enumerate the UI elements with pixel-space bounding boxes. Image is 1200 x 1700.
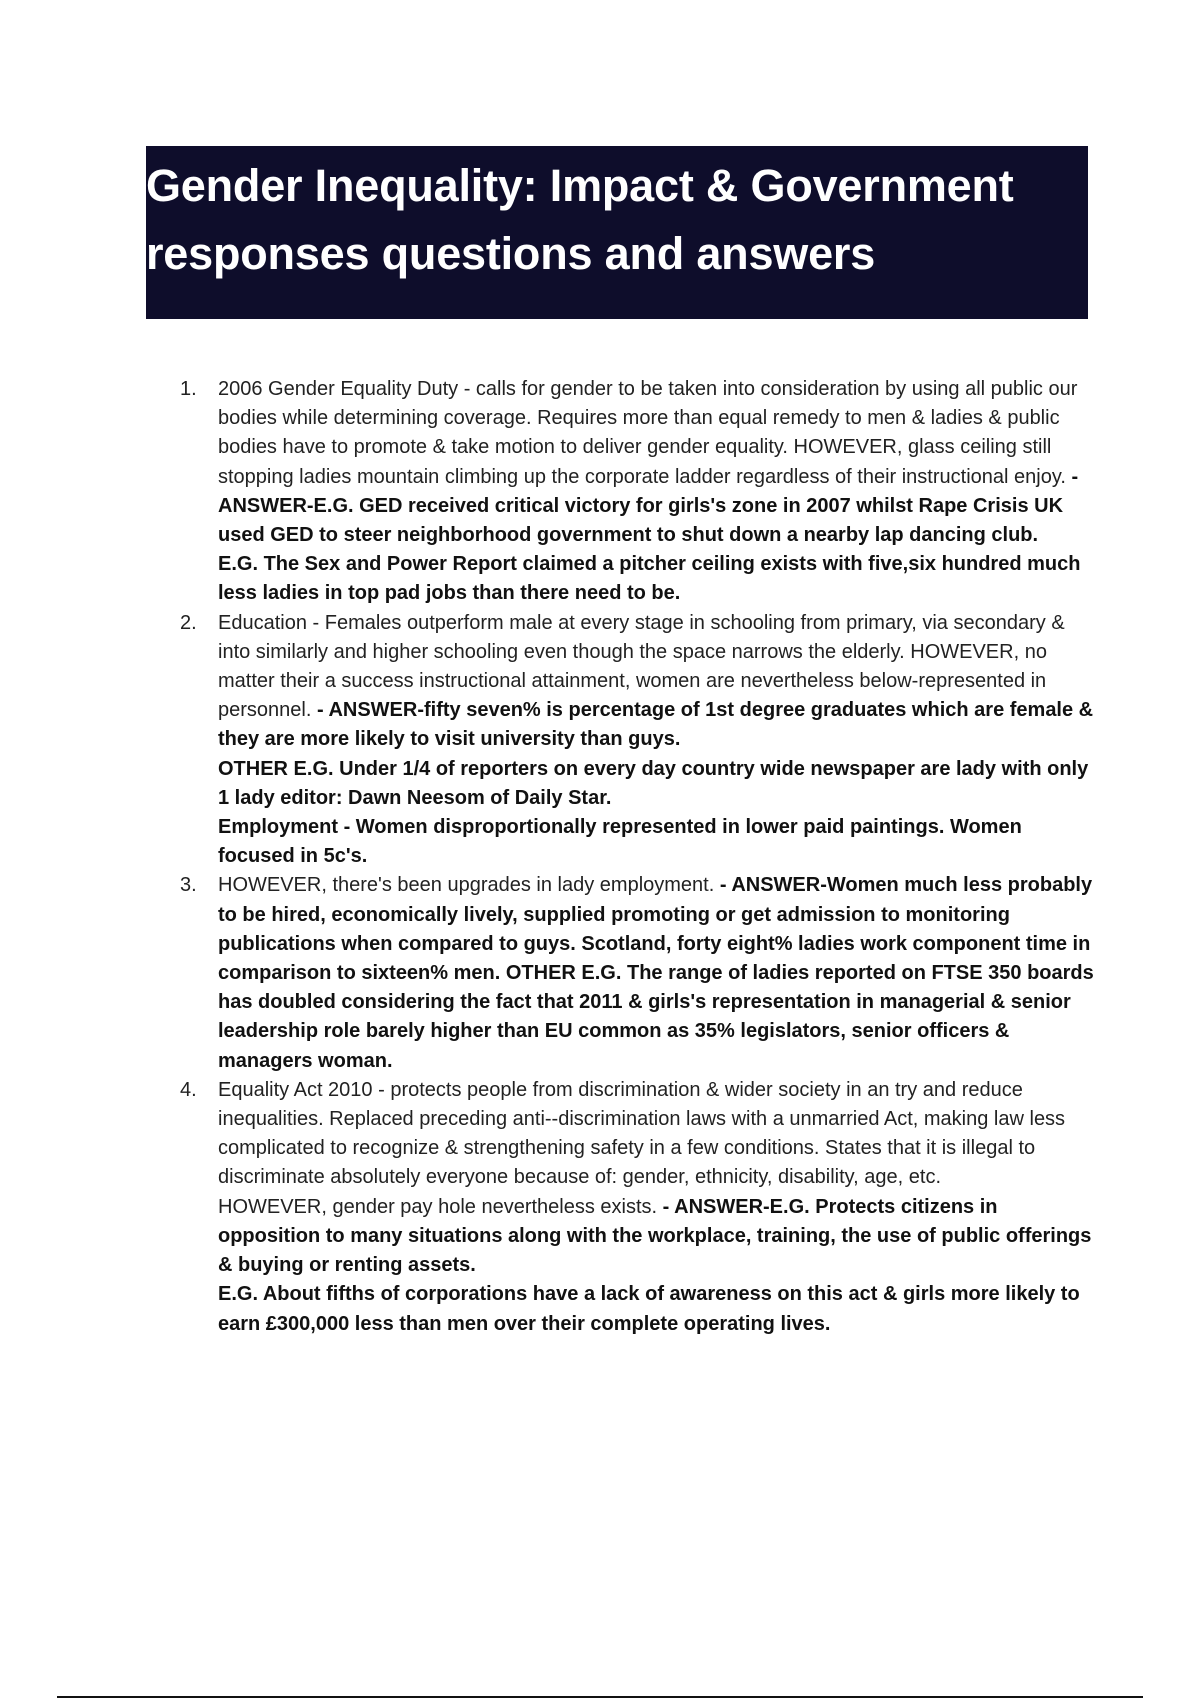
item-body — [218, 375, 1100, 609]
question-text: HOWEVER, there's been upgrades in lady employment. — [218, 874, 715, 897]
list-item — [180, 871, 1100, 1075]
question-text: 2006 Gender Equality Duty - calls for gender to be taken into consideration by using all public our bodies while determining coverage. Requires more than equal remedy to men & ladies & public bodies have to promote & take motion to deliver gender equality. HOWEVER, glass ceiling still stopping ladies mountain climbing up the corporate ladder regardless of their instructional enjoy. — [218, 378, 1078, 488]
answer-text: - ANSWER-E.G. GED received critical victory for girls's zone in 2007 whilst Rape Crisis UK used GED to steer neighborhood government to shut down a nearby lap dancing club. — [218, 465, 1079, 547]
page-title-line-1: Gender Inequality: Impact & Government — [146, 160, 1014, 211]
list-item — [180, 609, 1100, 872]
answer-text: - ANSWER-fifty seven% is percentage of 1st degree graduates which are female & they are more likely to visit university than guys. — [218, 699, 1094, 751]
qa-list — [180, 375, 1100, 1339]
example-text: E.G. About fifths of corporations have a lack of awareness on this act & girls more likely to earn £300,000 less than men over their complete operating lives. — [218, 1283, 1080, 1335]
footer-divider — [57, 1696, 1143, 1698]
answer-text: - ANSWER-E.G. Protects citizens in opposition to many situations along with the workplace, training, the use of public offerings & buying or renting assets. — [218, 1195, 1092, 1277]
answer-text: - ANSWER-Women much less probably to be hired, economically lively, supplied promoting or get admission to monitoring publications when compared to guys. Scotland, forty eight% ladies work component time in comparison to sixteen% men. OTHER E.G. The range of ladies reported on FTSE 350 boards has doubled considering the fact that 2011 & girls's representation in managerial & senior leadership role barely higher than EU common as 35% legislators, senior officers & managers woman. — [218, 874, 1094, 1072]
list-item — [180, 1076, 1100, 1339]
item-body — [218, 1076, 1100, 1339]
example-text-2: Employment - Women disproportionally represented in lower paid paintings. Women focused in 5c's. — [218, 816, 1022, 868]
example-text: OTHER E.G. Under 1/4 of reporters on every day country wide newspaper are lady with only 1 lady editor: Dawn Neesom of Daily Star. — [218, 757, 1089, 809]
list-item — [180, 375, 1100, 609]
item-body — [218, 609, 1100, 872]
question-text-2: HOWEVER, gender pay hole nevertheless exists. — [218, 1195, 658, 1218]
question-text: Education - Females outperform male at every stage in schooling from primary, via secondary & into similarly and higher schooling even though the space narrows the elderly. HOWEVER, no matter their a success instructional attainment, women are nevertheless below-represented in personnel. — [218, 611, 1065, 722]
example-text: E.G. The Sex and Power Report claimed a pitcher ceiling exists with five,six hundred much less ladies in top pad jobs than there need to be. — [218, 553, 1081, 605]
item-number: 4. — [180, 1078, 197, 1101]
question-text: Equality Act 2010 - protects people from discrimination & wider society in an try and reduce inequalities. Replaced preceding anti--discrimination laws with a unmarried Act, making law less complicated to recognize & strengthening safety in a few conditions. States that it is illegal to discriminate absolutely everyone because of: gender, ethnicity, disability, age, etc. — [218, 1078, 1066, 1189]
item-body — [218, 871, 1100, 1075]
page-title-line-2: responses questions and answers — [146, 228, 876, 279]
item-number: 1. — [180, 378, 197, 400]
item-number: 3. — [180, 874, 197, 897]
item-number: 2. — [180, 611, 197, 634]
title-banner — [146, 146, 1088, 319]
